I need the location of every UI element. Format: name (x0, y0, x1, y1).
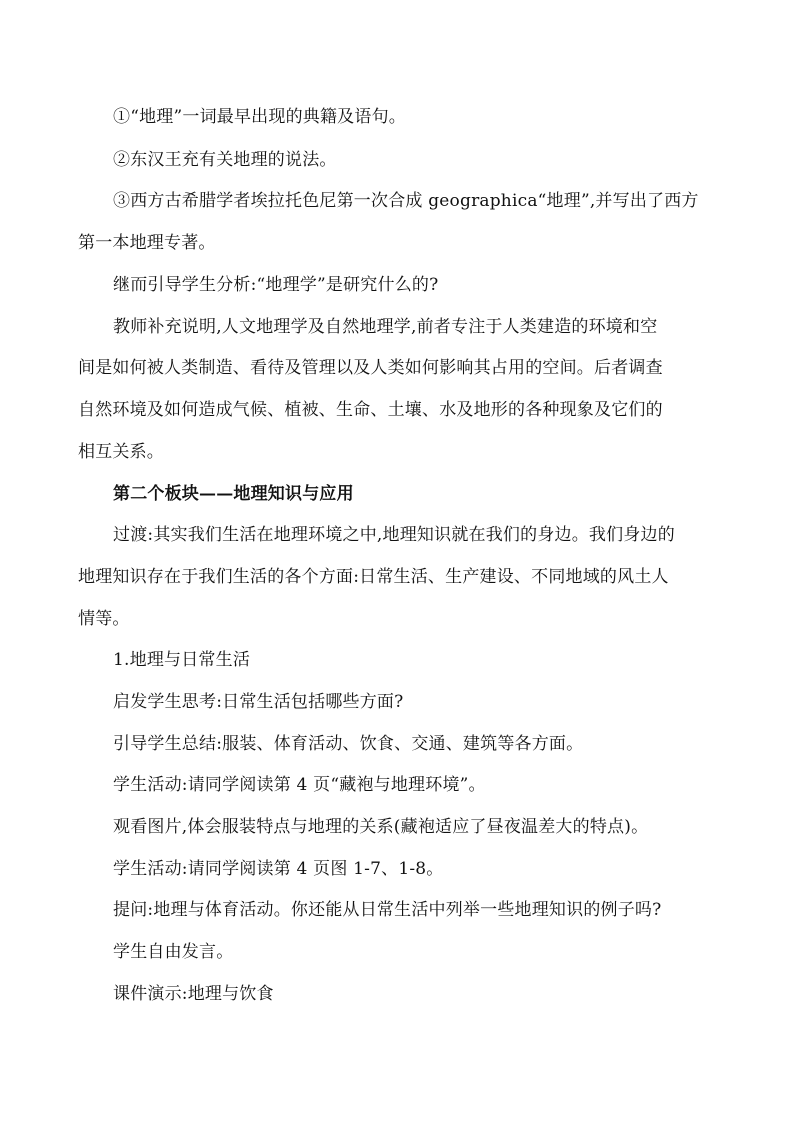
paragraph-line-5: 继而引导学生分析:“地理学”是研究什么的? (113, 275, 439, 295)
paragraph-line-18: 观看图片,体会服装特点与地理的关系(藏袍适应了昼夜温差大的特点)。 (113, 817, 649, 837)
paragraph-line-16: 引导学生总结:服装、体育活动、饮食、交通、建筑等各方面。 (113, 734, 584, 754)
paragraph-line-9: 相互关系。 (78, 442, 164, 462)
paragraph-line-8: 自然环境及如何造成气候、植被、生命、土壤、水及地形的各种现象及它们的 (78, 400, 663, 420)
paragraph-line-19: 学生活动:请同学阅读第 4 页图 1-7、1-8。 (113, 859, 444, 879)
paragraph-line-20: 提问:地理与体育活动。你还能从日常生活中列举一些地理知识的例子吗? (113, 900, 662, 920)
paragraph-line-2: ②东汉王充有关地理的说法。 (113, 150, 337, 170)
paragraph-line-6: 教师补充说明,人文地理学及自然地理学,前者专注于人类建造的环境和空 (113, 317, 658, 337)
paragraph-line-1: ①“地理”一词最早出现的典籍及语句。 (113, 107, 406, 127)
paragraph-line-12: 地理知识存在于我们生活的各个方面:日常生活、生产建设、不同地域的风土人 (78, 567, 669, 587)
section-heading: 第二个板块——地理知识与应用 (113, 484, 354, 504)
paragraph-line-4: 第一本地理专著。 (78, 233, 216, 253)
paragraph-line-7: 间是如何被人类制造、看待及管理以及人类如何影响其占用的空间。后者调查 (78, 358, 663, 378)
paragraph-line-22: 课件演示:地理与饮食 (113, 984, 274, 1004)
subsection-heading: 1.地理与日常生活 (113, 650, 251, 670)
paragraph-line-15: 启发学生思考:日常生活包括哪些方面? (113, 692, 404, 712)
paragraph-line-3: ③西方古希腊学者埃拉托色尼第一次合成 geographica“地理”,并写出了西方 (113, 191, 699, 211)
paragraph-line-17: 学生活动:请同学阅读第 4 页“藏袍与地理环境”。 (113, 775, 486, 795)
paragraph-line-13: 情等。 (78, 609, 130, 629)
paragraph-line-21: 学生自由发言。 (113, 942, 234, 962)
paragraph-line-11: 过渡:其实我们生活在地理环境之中,地理知识就在我们的身边。我们身边的 (113, 525, 675, 545)
